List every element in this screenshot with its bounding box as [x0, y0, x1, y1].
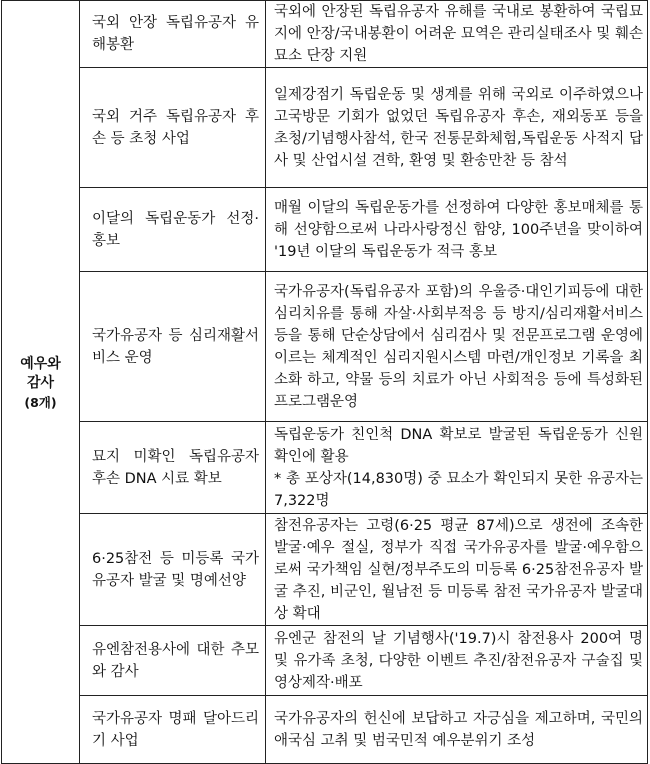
table-row [2, 626, 648, 696]
category-count: (8개) [24, 394, 57, 410]
program-name: 6·25참전 등 미등록 국가유공자 발굴 및 명예선양 [80, 514, 266, 626]
table-row [2, 272, 648, 422]
program-description: 참전유공자는 고령(6·25 평균 87세)으로 생전에 조속한 발굴·예우 절실, 정부가 직접 국가유공자를 발굴·예우함으로써 국가책임 실현/정부주도의 미등록 6·25참전유공자 발굴 추진, 비군인, 월남전 등 미등록 참전 국가유공자 발굴대상 확대 [266, 514, 648, 626]
table-row [2, 68, 648, 188]
program-description: 국외에 안장된 독립유공자 유해를 국내로 봉환하여 국립묘지에 안장/국내봉환이 어려운 묘역은 관리실태조사 및 훼손묘소 단장 지원 [266, 1, 648, 68]
policy-table [1, 0, 648, 764]
table-row [2, 422, 648, 514]
program-name: 유엔참전용사에 대한 추모와 감사 [80, 626, 266, 696]
category-label-line1: 예우와 [20, 355, 61, 372]
program-description: 매월 이달의 독립운동가를 선정하여 다양한 홍보매체를 통해 선양함으로써 나라사랑정신 함양, 100주년을 맞이하여 '19년 이달의 독립운동가 적극 홍보 [266, 188, 648, 272]
program-description: 국가유공자(독립유공자 포함)의 우울증·대인기피등에 대한 심리치유를 통해 자살·사회부적응 등 방지/심리재활서비스 등을 통해 단순상담에서 심리검사 및 전문프로그램 운영에이르는 체계적인 심리지원시스템 마련/개인정보 기록을 최소화 하고, 약물 등의 치료가 아닌 사회적응 등에 특성화된 프로그램운영 [266, 272, 648, 422]
program-description: 국가유공자의 헌신에 보답하고 자긍심을 제고하며, 국민의 애국심 고취 및 범국민적 예우분위기 조성 [266, 696, 648, 764]
program-description-text: 독립운동가 친인척 DNA 확보로 발굴된 독립운동가 신원 확인에 활용 [274, 426, 643, 465]
table-row [2, 1, 648, 68]
table-row [2, 696, 648, 764]
program-name: 국가유공자 명패 달아드리기 사업 [80, 696, 266, 764]
table-row [2, 188, 648, 272]
program-description: 유엔군 참전의 날 기념행사('19.7)시 참전용사 200여 명 및 유가족 초청, 다양한 이벤트 추진/참전유공자 구술집 및 영상제작·배포 [266, 626, 648, 696]
program-name: 국외 거주 독립유공자 후손 등 초청 사업 [80, 68, 266, 188]
category-label-line2: 감사 [26, 374, 55, 391]
program-description: 일제강점기 독립운동 및 생계를 위해 국외로 이주하였으나 고국방문 기회가 없었던 독립유공자 후손, 재외동포 등을 초청/기념행사참석, 한국 전통문화체험,독립운동 사적지 답사 및 산업시설 견학, 환영 및 환송만찬 등 참석 [266, 68, 648, 188]
program-footnote: * 총 포상자(14,830명) 중 묘소가 확인되지 못한 유공자는 7,322명 [274, 470, 643, 509]
program-name: 이달의 독립운동가 선정·홍보 [80, 188, 266, 272]
category-cell [2, 1, 80, 422]
program-description [266, 422, 648, 514]
program-name: 국가유공자 등 심리재활서비스 운영 [80, 272, 266, 422]
program-name: 묘지 미확인 독립유공자 후손 DNA 시료 확보 [80, 422, 266, 514]
table-row [2, 514, 648, 626]
category-cell-continued [2, 422, 80, 764]
program-name: 국외 안장 독립유공자 유해봉환 [80, 1, 266, 68]
